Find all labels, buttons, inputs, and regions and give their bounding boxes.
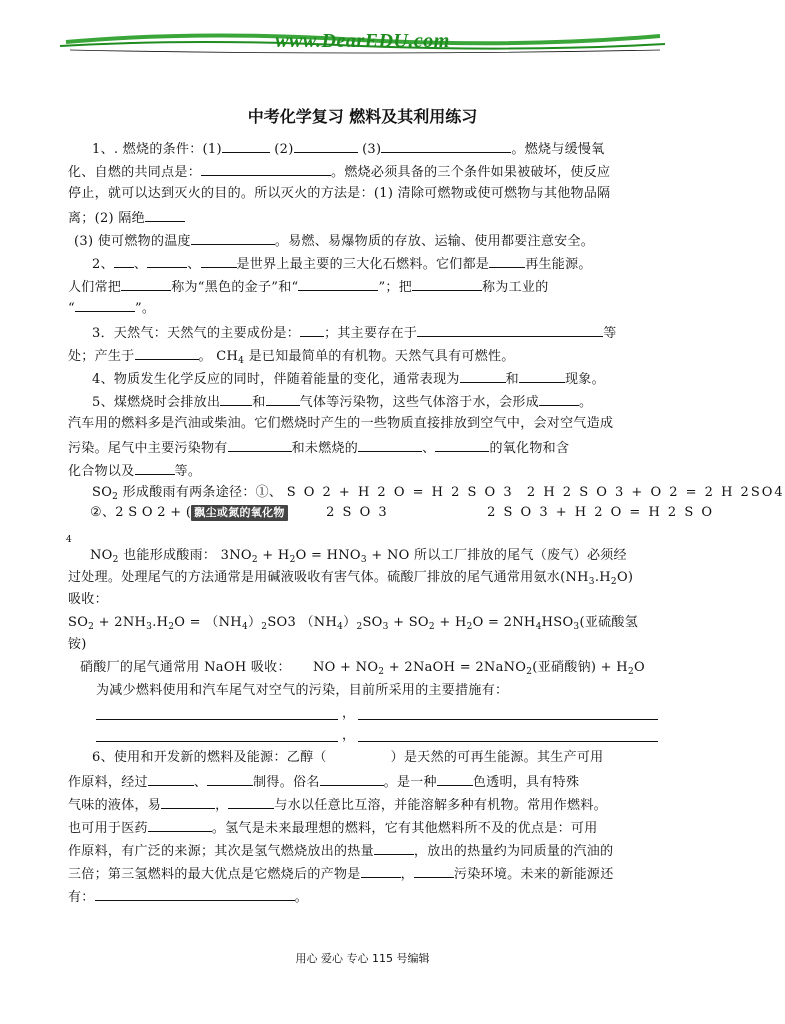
q1-line-4: 离；(2) 隔绝 [68,207,668,229]
q2-line-3: “ ”。 [68,297,668,319]
q6-line-1: 6、使用和开发新的燃料及能源：乙醇（ ）是天然的可再生能源。其生产可用 [92,750,604,765]
answer-blank[interactable] [96,718,338,720]
q6-line-2: 作原料，经过 、 制得。俗名 。是一种 色透明，具有特殊 [68,771,668,793]
q6-line-3: 气味的液体，易 ， 与水以任意比互溶，并能溶解多种有机物。常用作燃料。 [68,794,668,816]
q5-line-4: 化合物以及 等。 [68,460,668,482]
comma-sep: ， [342,728,356,743]
q1-line-5: (3) 使可燃物的温度 。易燃、易爆物质的存放、运输、使用都要注意安全。 [74,230,674,252]
q6-line-7: 有： 。 [68,886,668,908]
so2-line-2: ②、2 S O 2 + ( 飘尘或氮的氧化物 2 S O 3 2 S O 3 + H 2 O = H 2 S O [90,505,715,520]
no2-line-2: 过处理。处理尾气的方法通常是用碱液吸收有害气体。硫酸厂排放的尾气通常用氨水$(NH_3.H_2O)$ [68,570,634,587]
page-title: 中考化学复习 燃料及其利用练习 [247,107,478,126]
site-name: www.DearEDU.com [275,30,450,52]
q5-line-3: 污染。尾气中主要污染物有 和未燃烧的 、 的氧化物和含 [68,437,668,459]
q1-line-2: 化、自燃的共同点是： 。燃烧必须具备的三个条件如果被破坏，使反应 [68,161,668,183]
catalyst-stamp: 飘尘或氮的氧化物 [191,505,287,521]
no2-line-3: 吸收： [68,592,108,607]
no2-line-1: $NO_2$ 也能形成酸雨： $3NO_2 + H_2O = HNO_3$ + NO 所以工厂排放的尾气（废气）必须经 [90,548,627,565]
q6-line-4: 也可用于医药 。氢气是未来最理想的燃料，它有其他燃料所不及的优点是：可用 [68,817,668,839]
q6-line-5: 作原料，有广泛的来源；其次是氢气燃烧放出的热量 ，放出的热量约为同质量的汽油的 [68,840,668,862]
q5-line-2: 汽车用的燃料多是汽油或柴油。它们燃烧时产生的一些物质直接排放到空气中，会对空气造成 [68,416,614,431]
answer-blank[interactable] [96,740,338,742]
so2abs-line-2: 铵) [68,637,87,652]
so2-line-1: $SO_2$ 形成酸雨有两条途径：①、 S O 2 + H 2 O = H 2 S O 3 2 H 2 S O 3 + O 2 = 2 H 2SO4 [92,485,785,502]
q2-line-1: 2、 、 、 是世界上最主要的三大化石燃料。它们都是 再生能源。 [92,253,692,275]
answer-blank[interactable] [358,718,658,720]
q4-line: 4、物质发生化学反应的同时，伴随着能量的变化，通常表现为 和 现象。 [92,368,692,390]
so2abs-line-1: $SO_2 + 2NH_3.H_2O = (NH_4)_2SO3$ $(NH_4)_2SO_3 + SO_2 + H_2O = 2NH_4HSO_3$(亚硫酸氢 [68,615,639,632]
comma-sep: ， [342,706,356,721]
q1-line-3: 停止，就可以达到灭火的目的。所以灭火的方法是：(1) 清除可燃物或使可燃物与其他物品隔 [68,186,611,201]
so2-line-3: 4 [66,535,73,545]
nitric-line: 硝酸厂的尾气通常用 NaOH 吸收： NO + $NO_2$ + 2NaOH = 2NaNO$_2$(亚硝酸钠) + $H_2O$ [80,660,645,677]
q3-line-2: 处；产生于 。 $CH_4$ 是已知最简单的有机物。天然气具有可燃性。 [68,345,668,371]
page-footer: 用心 爱心 专心 115 号编辑 [295,952,430,965]
q2-line-2: 人们常把 称为“黑色的金子”和“ ”；把 称为工业的 [68,276,668,298]
q1-line-1: 1、. 燃烧的条件：(1) (2) (3) 。燃烧与缓慢氧 [92,138,692,160]
q3-line-1: 3．天然气：天然气的主要成份是： ；其主要存在于 等 [92,322,692,344]
measures-line: 为减少燃料使用和汽车尾气对空气的污染，目前所采用的主要措施有： [96,683,509,698]
answer-blank[interactable] [358,740,658,742]
q5-line-1: 5、煤燃烧时会排放出 和 气体等污染物，这些气体溶于水，会形成 。 [92,391,692,413]
header-banner [0,0,725,60]
q6-line-6: 三倍；第三氢燃料的最大优点是它燃烧后的产物是 ， 污染环境。未来的新能源还 [68,863,668,885]
